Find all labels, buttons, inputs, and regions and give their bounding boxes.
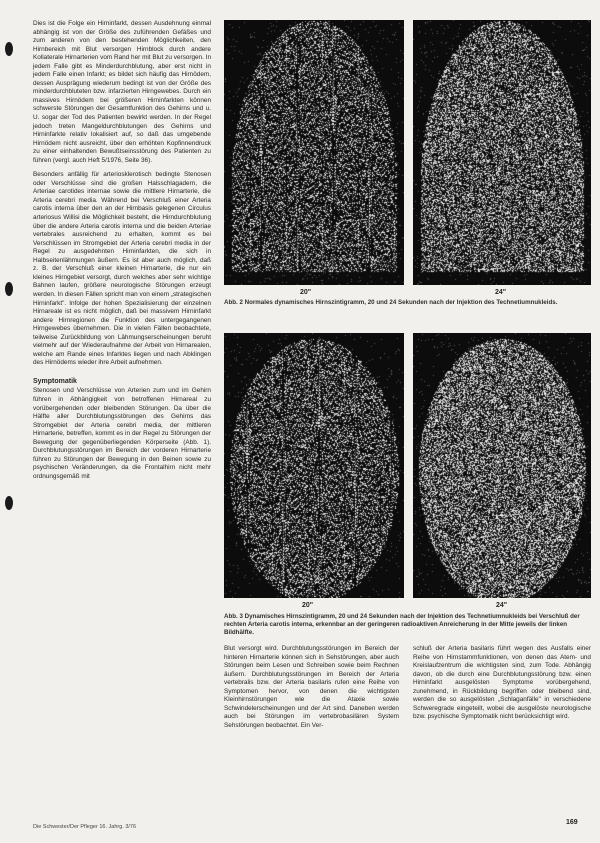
section-heading: Symptomatik	[33, 377, 77, 385]
scintigram-image	[413, 333, 591, 598]
figure-caption: Abb. 2 Normales dynamisches Hirnszintigramm, 20 und 24 Sekunden nach der Injektion des Technetiumnukleids.	[224, 299, 558, 306]
paragraph: Dies ist die Folge ein Hirninfarkt, dessen Ausdehnung einmal abhängig ist von der Größe des zuführenden Gefäßes und zum anderen von den bestehenden Möglichkeiten, den Hirnbereich mit Blut versorgen Hirnblock durch andere Kollaterale Hirnarterien vom Rand her mit Blut zu versorgen. In jedem Falle gibt es Minderdurchblutung, aber erst nicht in jedem Falle einen Infarkt; es bildet sich häufig das Hirnödem, dessen Ausprägung wiederum bedingt ist von der Größe des minderdurchbluteten bzw. infarzierten Hirngewebes. Durch ein massives Hirnödem bei größeren Hirninfarkten können schwerste Störungen der Gesamtfunktion des Gehirns und u. U. sogar der Tod des Patienten bewirkt werden. In der Regel jedoch treten Mangeldurchblutungen des Gehirns und Hirninfarkte relativ lokalisiert auf, so daß das umgebende Hirnödem nicht ausreicht, über den erhöhten Kopfinnendruck zu einer einhaltenden Bewußtseinsstörung des Patienten zu führen (vergl. auch Heft 5/1976, Seite 36).	[33, 20, 211, 164]
figure-caption: Abb. 3 Dynamisches Hirnszintigramm, 20 und 24 Sekunden nach der Injektion des Technetiumnukleids bei Verschluß der rechten Arteria carotis interna, erkennbar an der geringeren radioaktiven Anreicherung in der Mitte jeweils der linken Bildhälfte.	[224, 613, 580, 636]
page-number: 169	[566, 819, 578, 826]
figure-time-label: 24"	[496, 602, 508, 609]
scintigram-image	[413, 20, 591, 285]
paragraph: Stenosen und Verschlüsse von Arterien zum und im Gehirn führen in Abhängigkeit von betroffenen Hirnareal zu vorübergehenden oder bleibenden Störungen. Da über die Hälfte aller Durchblutungsstörungen des Gehirns das Stromgebiet der Arteria cerebri media, der mittleren Hirnarterie, betreffen, kommt es in der Regel zu Störungen der Bewegung der gegenüberliegenden Körperseite (Abb. 1). Durchblutungsstörungen im Bereich der vorderen Hirnarterie führen zu Störungen der Bewegung in den Beinen sowie zu psychischen Veränderungen, da die Frontalhirn nicht mehr ordnungsgemäß mit	[33, 387, 211, 480]
left-text-column	[33, 20, 211, 487]
scan-hole-mark	[5, 496, 13, 510]
figure-time-label: 20"	[300, 289, 312, 296]
scan-hole-mark	[5, 282, 13, 296]
right-text-column: schluß der Arteria basilaris führt wegen des Ausfalls einer Reihe von Hirnstammfunktionen, von denen das Atem- und Kreislaufzentrum die wichtigsten sind, zum Tode. Abhängig davon, ob die durch eine Durchblutungsstörung bzw. einen Hirninfarkt ausgelösten Symptome vorübergehend, zunehmend, in Rückbildung begriffen oder bleibend sind, werden die so ausgelösten „Schlaganfälle" in verschiedene Schweregrade eingeteilt, wobei die ausgelöste neurologische bzw. psychische Symptomatik nicht berücksichtigt wird.	[413, 645, 591, 721]
figure-time-label: 24"	[495, 289, 507, 296]
scan-hole-mark	[5, 42, 13, 56]
middle-text-column: Blut versorgt wird. Durchblutungsstörungen im Bereich der hinteren Hirnarterie können sich in Sehstörungen, aber auch Störungen beim Lesen und Schreiben sowie beim Rechnen äußern. Durchblutungsstörungen im Bereich der Arteria vertebralis bzw. der Arteria basilaris rufen eine Reihe von Symptomen hervor, von denen die wichtigsten Kleinhirnstörungen wie die Ataxie sowie Schwindelerscheinungen und der Art sind. Daneben werden auch bei Störungen im vertebrobasilären System Sehstörungen beobachtet. Ein Ver-	[224, 645, 399, 729]
figure-time-label: 20"	[302, 602, 314, 609]
scintigram-image	[224, 333, 404, 598]
paragraph: Besonders anfällig für arteriosklerotisch bedingte Stenosen oder Verschlüsse sind die großen Halsschlagadern, die Arteriae carotides internae sowie die mittlere Hirnarterie, die Arteria cerebri media. Während bei Verschluß einer Arteria carotis interna über den an der Hirnbasis gelegenen Circulus arteriosus Willisi die Möglichkeit besteht, die Hirndurchblutung über die andere Arteria carotis interna und die beiden Arteriae vertebrales ausreichend zu erhalten, kommt es bei Verschlüssen im Stromgebiet der Arteria cerebri media in der Regel zu ausgedehnten Hirninfarkten, die sich in Halbseitenlähmungen äußern. Es ist aber auch möglich, daß z. B. der Verschluß einer kleinen Hirnarterie, die nur ein kleines Hirngebiet versorgt, durch welches aber sehr wichtige Bahnen laufen, größere neurologische Störungen erzeugt werden. In diesen Fällen spricht man von einem „strategischen Hirninfarkt". Infolge der hohen Spezialisierung der einzelnen Hirnareale ist es nicht möglich, daß bei massivem Hirninfarkt andere Hirnregionen die Funktion des untergegangenen Hirngewebes übernehmen. Die in vielen Fällen beobachtete, teilweise Zurückbildung von Lähmungserscheinungen beruht vielmehr auf der Wiederaufnahme der Arbeit von Hirnarealen, welche am Rande eines Infarktes liegen und nach Abklingen des Hirnödems wieder ihre Arbeit aufnehmen.	[33, 171, 211, 367]
scintigram-image	[224, 20, 404, 285]
footer-journal: Die Schwester/Der Pfleger 16. Jahrg. 3/76	[33, 824, 137, 830]
